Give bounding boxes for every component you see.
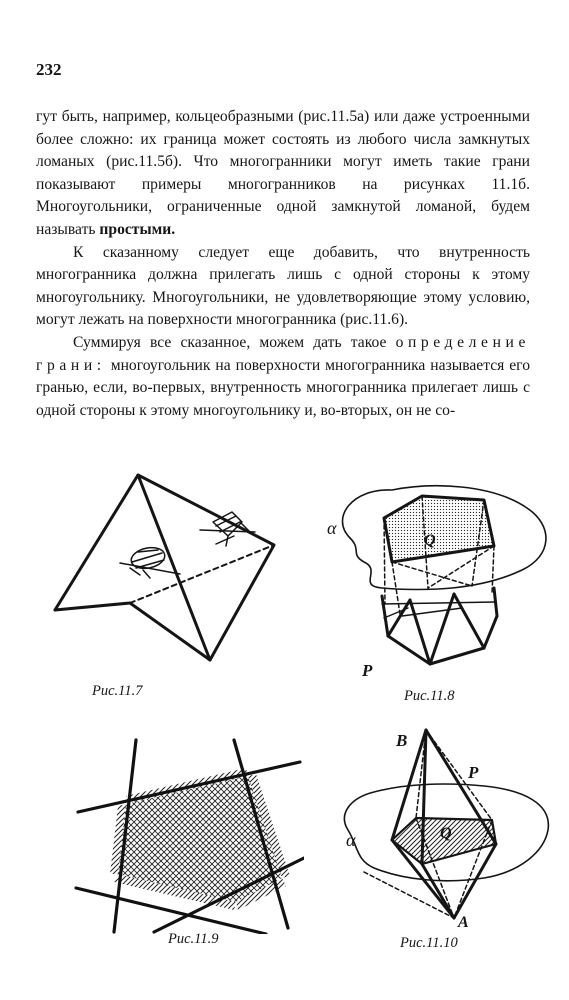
figure-11-7 bbox=[50, 470, 280, 670]
figure-11-10 bbox=[334, 722, 556, 934]
paragraph-3-start: Суммируя все сказанное, можем дать такое bbox=[73, 333, 396, 351]
figure-11-10-b-label: B bbox=[396, 731, 408, 750]
figure-11-9 bbox=[74, 738, 304, 934]
paragraph-1 bbox=[36, 106, 530, 242]
figure-11-8-q-label: Q bbox=[424, 532, 436, 549]
body-text bbox=[36, 106, 530, 422]
paragraph-1-text: гут быть, например, кольцеобразными (рис.11.5а) или даже устроенными более сложно: их граница может состоять из любого числа замкнутых ломаных (рис.11.5б). Что многогранники могут иметь такие грани показывают примеры многогранников на рисунках 11.1б. Многоугольники, ограниченные одной замкнутой ломаной, будем называть bbox=[36, 108, 530, 238]
figure-11-10-q-label: Q bbox=[440, 825, 452, 842]
figure-11-7-caption: Рис.11.7 bbox=[92, 683, 143, 699]
figure-11-8 bbox=[322, 478, 556, 678]
figure-11-8-caption: Рис.11.8 bbox=[404, 688, 455, 704]
term-simple: простыми. bbox=[99, 220, 176, 238]
paragraph-3 bbox=[36, 332, 530, 422]
paragraph-3-end: многоугольник на поверхности многогранника называется его гранью, если, во-первых, внутренность многогранника прилегает лишь с одной стороны к этому многоугольнику и, во-вторых, он не со- bbox=[36, 356, 530, 419]
figure-11-10-p-label: P bbox=[468, 763, 479, 782]
figure-11-10-a-label: A bbox=[458, 914, 469, 931]
page-number: 232 bbox=[36, 60, 62, 79]
figure-11-8-alpha-label: α bbox=[327, 518, 337, 538]
paragraph-2: К сказанному следует еще добавить, что внутренность многогранника должна прилегать лишь с одной стороны к этому многоугольнику. Многоугольники, не удовлетворяющие этому условию, могут лежать на поверхности многогранника (рис.11.6). bbox=[36, 243, 530, 329]
figure-11-8-p-label: P bbox=[362, 661, 373, 678]
figure-11-10-alpha-label: α bbox=[346, 830, 356, 850]
figure-11-9-caption: Рис.11.9 bbox=[168, 931, 219, 947]
figure-11-10-caption: Рис.11.10 bbox=[400, 935, 458, 951]
definition-term: определение грани: bbox=[36, 333, 530, 374]
